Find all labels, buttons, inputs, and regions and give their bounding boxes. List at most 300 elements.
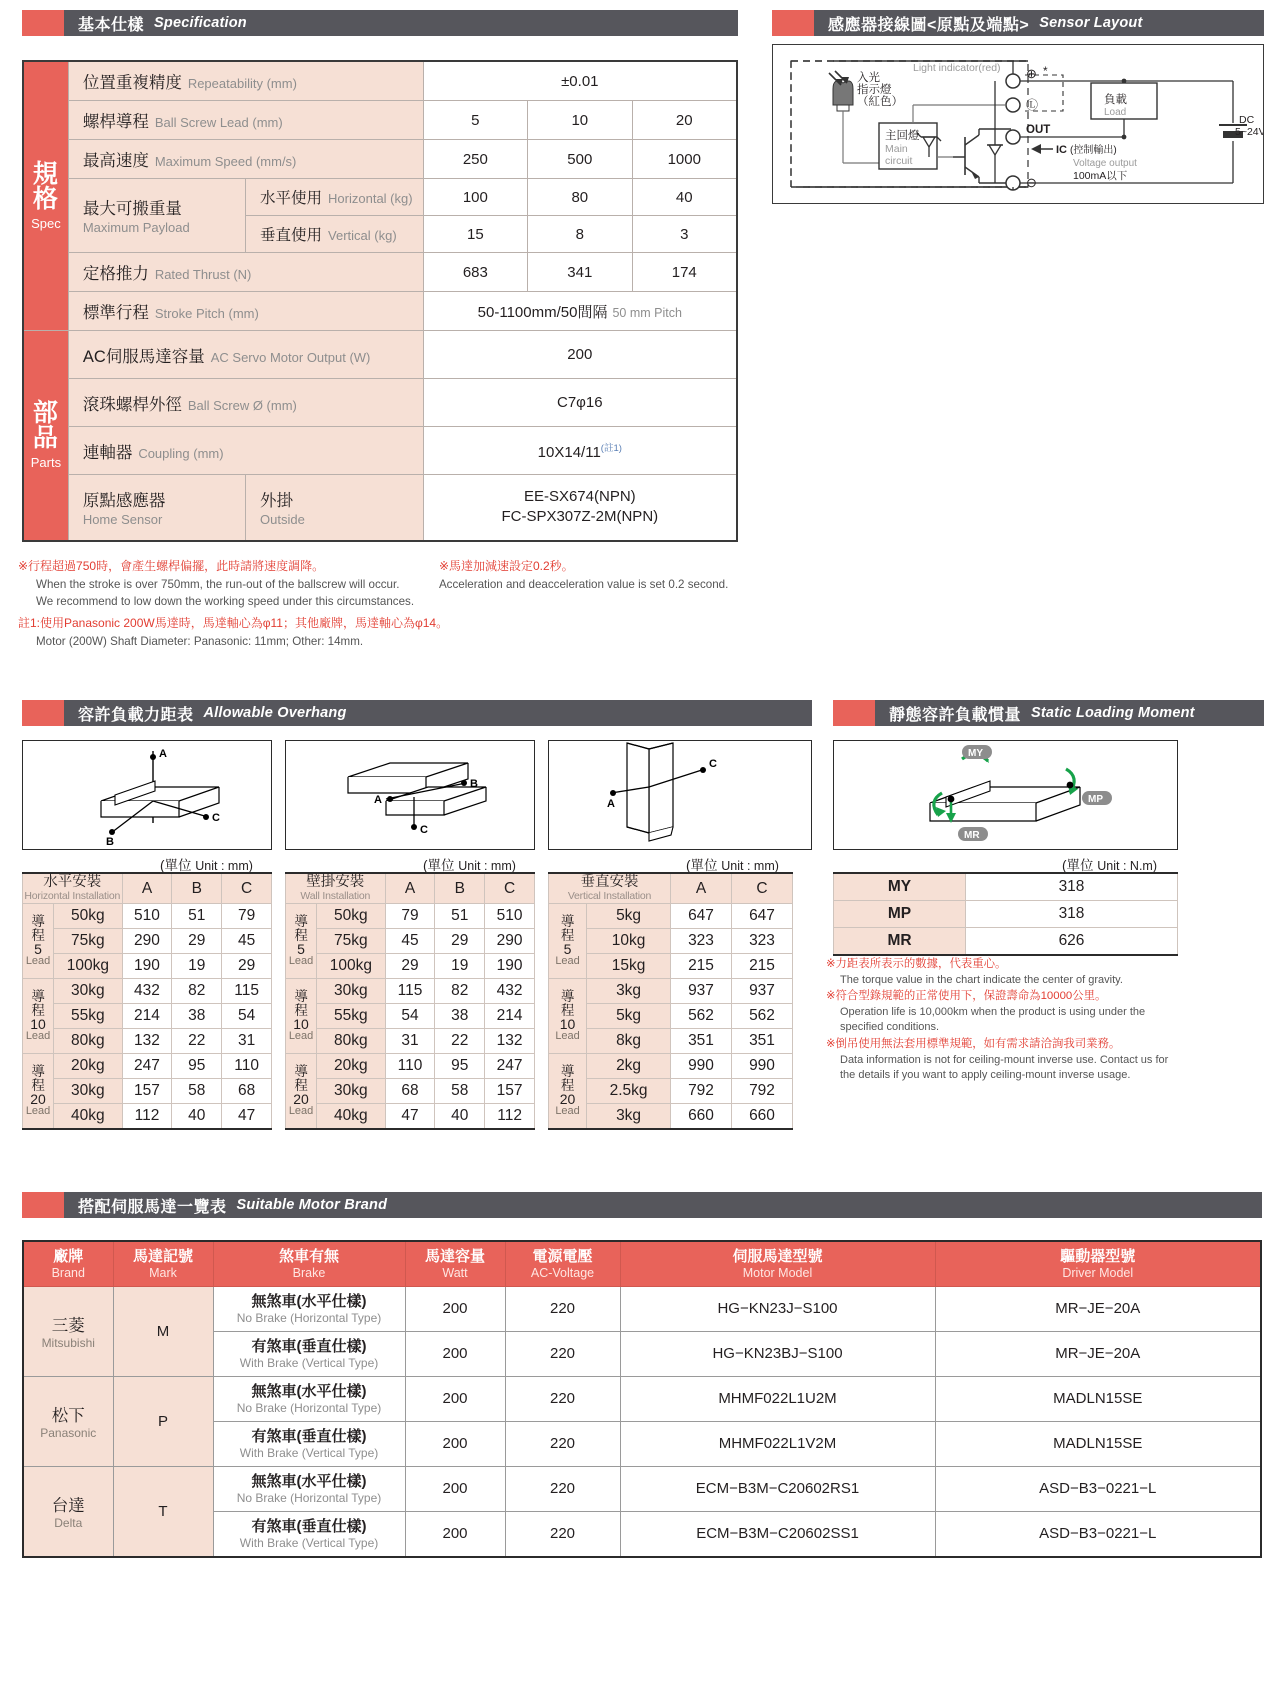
motor-brake: 有煞車(垂直仕樣) With Brake (Vertical Type): [213, 1331, 405, 1376]
overhang-value: 22: [435, 1029, 485, 1054]
overhang-value: 132: [122, 1029, 172, 1054]
driver-model: MR−JE−20A: [935, 1286, 1261, 1331]
svg-text:Light indicator(red): Light indicator(red): [913, 62, 1001, 74]
overhang-value: 110: [222, 1054, 272, 1079]
value-vertical-1: 15: [423, 216, 527, 253]
overhang-value: 132: [485, 1029, 535, 1054]
figure-vertical-installation: [548, 740, 812, 850]
lead-group-5: 導 程 5 Lead: [23, 904, 54, 979]
svg-text:C: C: [212, 812, 220, 824]
note-1-en-line2: We recommend to low down the working speed under this circumstances.: [36, 594, 415, 608]
svg-text:OUT: OUT: [1026, 124, 1051, 136]
overhang-value: 95: [435, 1054, 485, 1079]
table-row: [286, 1104, 535, 1130]
overhang-value: 432: [485, 979, 535, 1004]
table-row: [286, 904, 535, 929]
overhang-value: 214: [485, 1004, 535, 1029]
label-coupling: 連軸器 Coupling (mm): [68, 427, 423, 475]
section-bar: [814, 10, 1264, 36]
overhang-load: 75kg: [54, 929, 122, 954]
overhang-value: 112: [485, 1104, 535, 1130]
motor-watt: 200: [405, 1466, 505, 1511]
overhang-value: 38: [172, 1004, 222, 1029]
overhang-col-a: A: [122, 873, 172, 904]
overhang-head-label: 水平安裝 Horizontal Installation: [24, 874, 121, 903]
motor-model: ECM−B3M−C20602SS1: [620, 1511, 935, 1557]
svg-text:C: C: [420, 824, 428, 836]
overhang-load: 40kg: [317, 1104, 385, 1130]
value-lead-10: 10: [528, 101, 632, 140]
table-row: [834, 873, 1178, 901]
table-row: [23, 1286, 1261, 1331]
table-row-ball-screw-diameter: [23, 379, 737, 427]
overhang-value: 40: [172, 1104, 222, 1130]
overhang-value: 215: [732, 954, 793, 979]
overhang-load: 30kg: [54, 979, 122, 1004]
motor-header-1: 馬達記號 Mark: [113, 1241, 213, 1286]
overhang-load: 20kg: [54, 1054, 122, 1079]
table-row-payload-horizontal: [23, 179, 737, 216]
overhang-load: 75kg: [317, 929, 385, 954]
lead-group-10: 導 程 10 Lead: [549, 979, 587, 1054]
overhang-value: 157: [122, 1079, 172, 1104]
section-title-cn: 搭配伺服馬達一覽表: [78, 1198, 227, 1216]
svg-text:C: C: [709, 758, 717, 770]
svg-text:Main: Main: [885, 143, 908, 155]
svg-text:入光: 入光: [857, 72, 880, 84]
label-vertical: 垂直使用 Vertical (kg): [246, 216, 424, 253]
specification-notes: [18, 558, 808, 650]
overhang-value: 215: [671, 954, 732, 979]
overhang-value: 19: [172, 954, 222, 979]
label-ball-screw-lead: 螺桿導程 Ball Screw Lead (mm): [68, 101, 423, 140]
overhang-value: 47: [385, 1104, 435, 1130]
overhang-load: 80kg: [54, 1029, 122, 1054]
static-loading-moment-table: [833, 872, 1178, 956]
svg-text:指示燈: 指示燈: [857, 84, 892, 96]
lead-group-20: 導 程 20 Lead: [286, 1054, 317, 1130]
band-spec-en: Spec: [31, 215, 61, 231]
value-lead-20: 20: [632, 101, 737, 140]
table-row: [286, 979, 535, 1004]
table-row: [286, 1054, 535, 1079]
overhang-load: 50kg: [54, 904, 122, 929]
overhang-load: 55kg: [54, 1004, 122, 1029]
overhang-value: 40: [435, 1104, 485, 1130]
overhang-value: 792: [732, 1079, 793, 1104]
overhang-value: 190: [122, 954, 172, 979]
value-speed-2: 500: [528, 140, 632, 179]
value-horizontal-2: 80: [528, 179, 632, 216]
table-row-rated-thrust: [23, 253, 737, 292]
motor-brake: 無煞車(水平仕樣) No Brake (Horizontal Type): [213, 1286, 405, 1331]
overhang-load: 50kg: [317, 904, 385, 929]
table-header-row: [23, 873, 272, 904]
section-header-static-loading-moment: [833, 700, 1264, 726]
table-row: [286, 1079, 535, 1104]
overhang-value: 647: [671, 904, 732, 929]
overhang-value: 51: [172, 904, 222, 929]
section-title-cn: 基本仕樣: [78, 16, 145, 34]
value-repeatability: ±0.01: [423, 61, 737, 101]
overhang-col-c: C: [222, 873, 272, 904]
figure-horizontal-installation: [22, 740, 272, 850]
table-row-maximum-speed: [23, 140, 737, 179]
svg-text:MY: MY: [968, 748, 983, 759]
overhang-table-horizontal: [22, 872, 272, 1130]
svg-text:A: A: [374, 794, 382, 806]
overhang-value: 29: [172, 929, 222, 954]
value-vertical-2: 8: [528, 216, 632, 253]
driver-model: ASD−B3−0221−L: [935, 1511, 1261, 1557]
unit-label-wall: (單位 Unit : mm): [423, 858, 516, 873]
overhang-value: 54: [385, 1004, 435, 1029]
motor-voltage: 220: [505, 1466, 620, 1511]
table-header-row: [549, 873, 793, 904]
overhang-load: 20kg: [317, 1054, 385, 1079]
svg-text:A: A: [607, 798, 615, 810]
band-spec: [23, 61, 68, 331]
svg-text:*: *: [1043, 64, 1048, 78]
note-1-cn: ※行程超過750時，會產生螺桿偏擺，此時請將速度調降。: [18, 559, 325, 573]
moment-value: 626: [966, 928, 1178, 956]
overhang-load: 30kg: [317, 1079, 385, 1104]
motor-watt: 200: [405, 1286, 505, 1331]
overhang-value: 157: [485, 1079, 535, 1104]
overhang-value: 247: [485, 1054, 535, 1079]
lead-group-5: 導 程 5 Lead: [286, 904, 317, 979]
motor-header-0: 廠牌 Brand: [23, 1241, 113, 1286]
unit-label-moment: (單位 Unit : N.m): [1062, 858, 1157, 873]
motor-voltage: 220: [505, 1331, 620, 1376]
table-row: [286, 1004, 535, 1029]
table-row: [23, 904, 272, 929]
table-row: [23, 1079, 272, 1104]
table-row-stroke-pitch: [23, 292, 737, 331]
section-swatch: [22, 700, 64, 726]
label-repeatability: 位置重複精度 Repeatability (mm): [68, 61, 423, 101]
motor-watt: 200: [405, 1421, 505, 1466]
moment-key: MP: [834, 901, 966, 928]
overhang-value: 647: [732, 904, 793, 929]
table-row-coupling: [23, 427, 737, 475]
overhang-value: 79: [222, 904, 272, 929]
moment-note: ※倒吊使用無法套用標準規範，如有需求請洽詢我司業務。 Data information is not for ceiling-mount inverse use. Contact us for the details if you want to apply ceiling-mount inverse usage.: [826, 1038, 1169, 1082]
section-title-en: Suitable Motor Brand: [236, 1197, 388, 1213]
overhang-col-c: C: [485, 873, 535, 904]
overhang-value: 38: [435, 1004, 485, 1029]
svg-text:⊕: ⊕: [1026, 66, 1037, 81]
table-row: [286, 1029, 535, 1054]
overhang-value: 112: [122, 1104, 172, 1130]
overhang-table-wall: [285, 872, 535, 1130]
note-2-en: Acceleration and deacceleration value is set 0.2 second.: [438, 577, 729, 591]
svg-text:Voltage output: Voltage output: [1073, 158, 1137, 169]
overhang-value: 31: [222, 1029, 272, 1054]
label-motor-output: AC伺服馬達容量 AC Servo Motor Output (W): [68, 331, 423, 379]
overhang-value: 510: [122, 904, 172, 929]
overhang-value: 58: [435, 1079, 485, 1104]
svg-text:IC: IC: [1056, 144, 1067, 156]
table-row: [834, 928, 1178, 956]
motor-brake: 無煞車(水平仕樣) No Brake (Horizontal Type): [213, 1466, 405, 1511]
overhang-value: 562: [732, 1004, 793, 1029]
overhang-value: 115: [385, 979, 435, 1004]
driver-model: MADLN15SE: [935, 1421, 1261, 1466]
note-1-en-line1: When the stroke is over 750mm, the run-out of the ballscrew will occur.: [36, 577, 400, 591]
motor-model: HG−KN23BJ−S100: [620, 1331, 935, 1376]
footnote-marker: (註1): [600, 443, 622, 454]
unit-label-vertical: (單位 Unit : mm): [686, 858, 779, 873]
overhang-load: 80kg: [317, 1029, 385, 1054]
overhang-load: 100kg: [317, 954, 385, 979]
table-row-repeatability: [23, 61, 737, 101]
moment-key: MR: [834, 928, 966, 956]
svg-text:A: A: [159, 748, 167, 760]
section-title-en: Sensor Layout: [1039, 15, 1143, 31]
motor-brake: 有煞車(垂直仕樣) With Brake (Vertical Type): [213, 1511, 405, 1557]
value-thrust-3: 174: [632, 253, 737, 292]
section-header-suitable-motor-brand: [22, 1192, 1262, 1218]
svg-text:DC: DC: [1239, 114, 1255, 126]
sensor-diagram-svg: [773, 45, 1263, 203]
overhang-value: 990: [671, 1054, 732, 1079]
lead-group-20: 導 程 20 Lead: [549, 1054, 587, 1130]
overhang-value: 29: [222, 954, 272, 979]
motor-voltage: 220: [505, 1511, 620, 1557]
band-parts-cn: 部品: [32, 398, 59, 453]
motor-voltage: 220: [505, 1286, 620, 1331]
driver-model: ASD−B3−0221−L: [935, 1466, 1261, 1511]
value-thrust-1: 683: [423, 253, 527, 292]
overhang-value: 29: [435, 929, 485, 954]
sensor-wiring-diagram: [772, 44, 1264, 204]
overhang-value: 323: [732, 929, 793, 954]
overhang-value: 47: [222, 1104, 272, 1130]
overhang-load: 30kg: [54, 1079, 122, 1104]
moment-note: ※符合型錄規範的正常使用下，保證壽命為10000公里。 Operation life is 10,000km when the product is using under the specified conditions.: [826, 990, 1146, 1034]
table-row: [23, 1376, 1261, 1421]
svg-text:100mA以下: 100mA以下: [1073, 170, 1128, 182]
value-stroke-pitch: 50-1100mm/50間隔 50 mm Pitch: [423, 292, 737, 331]
section-bar: [64, 10, 738, 36]
overhang-value: 351: [671, 1029, 732, 1054]
overhang-value: 82: [172, 979, 222, 1004]
value-home-sensor: EE-SX674(NPN) FC-SPX307Z-2M(NPN): [423, 475, 737, 541]
overhang-value: 68: [222, 1079, 272, 1104]
moment-note: ※力距表所表示的數據，代表重心。 The torque value in the chart indicate the center of gravity.: [826, 958, 1123, 986]
section-bar: [64, 700, 812, 726]
svg-text:circuit: circuit: [885, 155, 913, 167]
value-speed-3: 1000: [632, 140, 737, 179]
lead-group-10: 導 程 10 Lead: [23, 979, 54, 1054]
motor-model: MHMF022L1U2M: [620, 1376, 935, 1421]
table-row: [549, 1054, 793, 1079]
overhang-value: 54: [222, 1004, 272, 1029]
moment-value: 318: [966, 901, 1178, 928]
overhang-load: 55kg: [317, 1004, 385, 1029]
overhang-col-c: C: [732, 873, 793, 904]
overhang-value: 290: [485, 929, 535, 954]
overhang-load: 8kg: [587, 1029, 671, 1054]
value-speed-1: 250: [423, 140, 527, 179]
section-title-en: Allowable Overhang: [203, 705, 347, 721]
value-ball-screw-diameter: C7φ16: [423, 379, 737, 427]
svg-text:主回燈: 主回燈: [885, 130, 920, 142]
table-row: [23, 1104, 272, 1130]
section-title-cn: 容許負載力距表: [78, 706, 194, 724]
svg-text:MR: MR: [964, 830, 980, 841]
overhang-value: 51: [435, 904, 485, 929]
overhang-value: 562: [671, 1004, 732, 1029]
table-header-row: [23, 1241, 1261, 1286]
overhang-value: 660: [671, 1104, 732, 1130]
overhang-load: 2kg: [587, 1054, 671, 1079]
section-title-en: Specification: [154, 15, 247, 31]
lead-group-10: 導 程 10 Lead: [286, 979, 317, 1054]
overhang-load: 5kg: [587, 904, 671, 929]
overhang-value: 19: [435, 954, 485, 979]
overhang-value: 110: [385, 1054, 435, 1079]
value-horizontal-3: 40: [632, 179, 737, 216]
table-row: [23, 1029, 272, 1054]
overhang-value: 323: [671, 929, 732, 954]
section-header-sensor-layout: [772, 10, 1264, 36]
overhang-col-b: B: [435, 873, 485, 904]
value-vertical-3: 3: [632, 216, 737, 253]
section-header-allowable-overhang: [22, 700, 812, 726]
horizontal-axis-diagram: [23, 741, 271, 849]
figure-static-loading-moment: [833, 740, 1178, 850]
motor-mark: P: [113, 1376, 213, 1466]
moment-notes: [826, 956, 1178, 1084]
overhang-load: 10kg: [587, 929, 671, 954]
section-header-specification: [22, 10, 738, 36]
table-row-home-sensor: [23, 475, 737, 541]
driver-model: MR−JE−20A: [935, 1331, 1261, 1376]
motor-header-4: 電源電壓 AC-Voltage: [505, 1241, 620, 1286]
section-bar: [875, 700, 1264, 726]
motor-brake: 無煞車(水平仕樣) No Brake (Horizontal Type): [213, 1376, 405, 1421]
table-row-ball-screw-lead: [23, 101, 737, 140]
overhang-value: 79: [385, 904, 435, 929]
motor-model: MHMF022L1V2M: [620, 1421, 935, 1466]
overhang-value: 68: [385, 1079, 435, 1104]
band-spec-cn: 規格: [32, 159, 59, 213]
section-swatch: [22, 10, 64, 36]
overhang-value: 45: [385, 929, 435, 954]
svg-text:Load: Load: [1104, 107, 1127, 118]
table-row: [23, 929, 272, 954]
svg-text:(控制輸出): (控制輸出): [1070, 145, 1117, 156]
overhang-value: 115: [222, 979, 272, 1004]
motor-model: ECM−B3M−C20602RS1: [620, 1466, 935, 1511]
overhang-value: 22: [172, 1029, 222, 1054]
label-ball-screw-diameter: 滾珠螺桿外徑 Ball Screw Ø (mm): [68, 379, 423, 427]
motor-header-6: 驅動器型號 Driver Model: [935, 1241, 1261, 1286]
note-3-en: Motor (200W) Shaft Diameter: Panasonic: 11mm; Other: 14mm.: [36, 634, 364, 648]
section-swatch: [22, 1192, 64, 1218]
wall-axis-diagram: [286, 741, 534, 849]
table-row: [23, 1054, 272, 1079]
overhang-value: 990: [732, 1054, 793, 1079]
motor-brand: 三菱 Mitsubishi: [23, 1286, 113, 1376]
motor-mark: M: [113, 1286, 213, 1376]
motor-header-3: 馬達容量 Watt: [405, 1241, 505, 1286]
value-coupling: $10X14/11^{(註1)}$: [423, 427, 737, 475]
svg-text:（紅色）: （紅色）: [857, 96, 903, 108]
lead-group-5: 導 程 5 Lead: [549, 904, 587, 979]
svg-text:MP: MP: [1088, 794, 1103, 805]
overhang-value: 351: [732, 1029, 793, 1054]
motor-brand: 松下 Panasonic: [23, 1376, 113, 1466]
table-row: [549, 904, 793, 929]
motor-voltage: 220: [505, 1376, 620, 1421]
label-home-sensor: 原點感應器 Home Sensor: [68, 475, 245, 541]
overhang-col-a: A: [385, 873, 435, 904]
value-thrust-2: 341: [528, 253, 632, 292]
table-row: [286, 929, 535, 954]
figure-wall-installation: [285, 740, 535, 850]
motor-watt: 200: [405, 1376, 505, 1421]
motor-brake: 有煞車(垂直仕樣) With Brake (Vertical Type): [213, 1421, 405, 1466]
overhang-col-a: A: [671, 873, 732, 904]
overhang-load: 5kg: [587, 1004, 671, 1029]
label-maximum-speed: 最高速度 Maximum Speed (mm/s): [68, 140, 423, 179]
svg-text:⊖: ⊖: [1026, 175, 1037, 190]
overhang-value: 82: [435, 979, 485, 1004]
svg-text:Ⓛ: Ⓛ: [1026, 98, 1039, 112]
overhang-value: 937: [732, 979, 793, 1004]
svg-text:B: B: [106, 836, 114, 848]
motor-header-2: 煞車有無 Brake: [213, 1241, 405, 1286]
overhang-table-vertical: [548, 872, 793, 1130]
value-motor-output: 200: [423, 331, 737, 379]
motor-watt: 200: [405, 1331, 505, 1376]
table-row: [23, 1004, 272, 1029]
svg-text:負載: 負載: [1104, 94, 1127, 106]
overhang-value: 937: [671, 979, 732, 1004]
band-parts: [23, 331, 68, 541]
overhang-head-label: 壁掛安裝 Wall Installation: [286, 873, 386, 904]
suitable-motor-brand-table: [22, 1240, 1262, 1558]
overhang-value: 290: [122, 929, 172, 954]
specification-table: [22, 60, 738, 542]
table-row-motor-output: [23, 331, 737, 379]
label-stroke-pitch: 標準行程 Stroke Pitch (mm): [68, 292, 423, 331]
section-title-cn: 靜態容許負載慣量: [889, 706, 1022, 724]
overhang-value: 792: [671, 1079, 732, 1104]
overhang-col-b: B: [172, 873, 222, 904]
note-3-cn: 註1:使用Panasonic 200W馬達時，馬達軸心為φ11；其他廠牌，馬達軸心為φ14。: [18, 616, 449, 631]
moment-key: MY: [834, 873, 966, 901]
overhang-value: 432: [122, 979, 172, 1004]
motor-mark: T: [113, 1466, 213, 1557]
band-parts-en: Parts: [30, 454, 62, 470]
table-header-row: [286, 873, 535, 904]
overhang-load: 30kg: [317, 979, 385, 1004]
svg-text:B: B: [470, 778, 478, 790]
overhang-load: 3kg: [587, 1104, 671, 1130]
note-2-cn: ※馬達加減速設定0.2秒。: [438, 559, 574, 573]
table-row: [23, 979, 272, 1004]
moment-value: 318: [966, 873, 1178, 901]
motor-model: HG−KN23J−S100: [620, 1286, 935, 1331]
overhang-value: 247: [122, 1054, 172, 1079]
lead-group-20: 導 程 20 Lead: [23, 1054, 54, 1130]
motor-voltage: 220: [505, 1421, 620, 1466]
section-swatch: [772, 10, 814, 36]
